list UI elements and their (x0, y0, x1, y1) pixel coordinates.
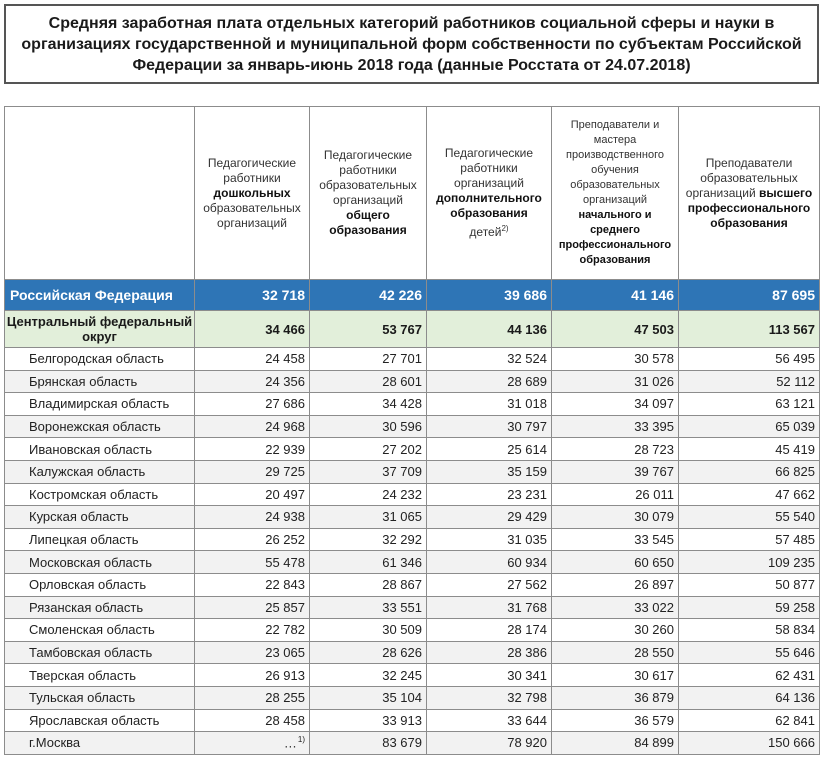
region-name: Ярославская область (5, 709, 195, 732)
region-name: г.Москва (5, 732, 195, 755)
table-cell: 33 644 (427, 709, 552, 732)
region-name: Белгородская область (5, 348, 195, 371)
table-cell: 25 857 (195, 596, 310, 619)
table-cell: 28 386 (427, 641, 552, 664)
table-cell: 41 146 (552, 280, 679, 311)
table-cell: 28 255 (195, 686, 310, 709)
region-name: Ивановская область (5, 438, 195, 461)
table-cell: 78 920 (427, 732, 552, 755)
table-cell: 22 782 (195, 619, 310, 642)
district-row (5, 311, 820, 348)
table-cell: 28 174 (427, 619, 552, 642)
table-cell: 27 701 (310, 348, 427, 371)
region-name: Московская область (5, 551, 195, 574)
region-name: Воронежская область (5, 415, 195, 438)
table-cell: 30 617 (552, 664, 679, 687)
table-cell: 30 341 (427, 664, 552, 687)
table-cell: 25 614 (427, 438, 552, 461)
table-row (5, 664, 820, 687)
table-row (5, 415, 820, 438)
table-cell: 30 797 (427, 415, 552, 438)
table-cell: 53 767 (310, 311, 427, 348)
table-cell: 66 825 (679, 460, 820, 483)
region-name: Липецкая область (5, 528, 195, 551)
table-cell: 28 458 (195, 709, 310, 732)
table-cell: 65 039 (679, 415, 820, 438)
header-region (5, 107, 195, 280)
table-cell: 84 899 (552, 732, 679, 755)
table-cell: 33 551 (310, 596, 427, 619)
table-cell: 39 686 (427, 280, 552, 311)
table-cell: 22 843 (195, 573, 310, 596)
salary-table (4, 106, 820, 755)
table-cell: 27 686 (195, 393, 310, 416)
table-row (5, 596, 820, 619)
table-cell: 23 065 (195, 641, 310, 664)
footnote-marker: 1) (297, 735, 305, 745)
district-name: Центральный федеральный округ (5, 311, 195, 348)
table-cell: 32 798 (427, 686, 552, 709)
table-cell: 22 939 (195, 438, 310, 461)
table-title: Средняя заработная плата отдельных категорий работников социальной сферы и науки в организациях государственной и муниципальной форм собственности по субъектам Российской Федерации за январь-июнь 2018 года (данные Росстата от 24.07.2018) (4, 4, 819, 84)
table-row (5, 619, 820, 642)
table-row (5, 732, 820, 755)
table-cell: 35 104 (310, 686, 427, 709)
table-cell: 55 478 (195, 551, 310, 574)
table-cell: 31 026 (552, 370, 679, 393)
table-cell: 57 485 (679, 528, 820, 551)
table-cell: 23 231 (427, 483, 552, 506)
table-cell: 34 097 (552, 393, 679, 416)
header-col-2: Педагогические работники организаций дополнительного образования детей$^{2)}$ (427, 107, 552, 280)
table-cell: 55 540 (679, 506, 820, 529)
table-cell: 58 834 (679, 619, 820, 642)
table-row (5, 641, 820, 664)
table-cell: 34 466 (195, 311, 310, 348)
region-name: Владимирская область (5, 393, 195, 416)
table-cell: 31 065 (310, 506, 427, 529)
region-name: Костромская область (5, 483, 195, 506)
table-cell: 60 934 (427, 551, 552, 574)
table-cell: 59 258 (679, 596, 820, 619)
table-cell: 113 567 (679, 311, 820, 348)
table-cell: 29 429 (427, 506, 552, 529)
table-cell: 31 768 (427, 596, 552, 619)
table-cell: 26 897 (552, 573, 679, 596)
table-cell: 33 913 (310, 709, 427, 732)
table-cell: 30 509 (310, 619, 427, 642)
table-cell: 55 646 (679, 641, 820, 664)
region-name: Курская область (5, 506, 195, 529)
table-cell: 60 650 (552, 551, 679, 574)
table-cell: 31 035 (427, 528, 552, 551)
region-name: Тульская область (5, 686, 195, 709)
table-cell: 24 356 (195, 370, 310, 393)
table-row (5, 506, 820, 529)
table-row (5, 393, 820, 416)
table-cell: 30 260 (552, 619, 679, 642)
table-cell: 27 202 (310, 438, 427, 461)
table-cell: 61 346 (310, 551, 427, 574)
table-cell: 36 579 (552, 709, 679, 732)
table-cell: 26 913 (195, 664, 310, 687)
table-cell: 62 841 (679, 709, 820, 732)
table-cell: 28 723 (552, 438, 679, 461)
table-cell: 150 666 (679, 732, 820, 755)
table-cell: 32 292 (310, 528, 427, 551)
russia-name: Российская Федерация (5, 280, 195, 311)
table-cell: 27 562 (427, 573, 552, 596)
table-cell: 30 079 (552, 506, 679, 529)
region-name: Смоленская область (5, 619, 195, 642)
table-cell: 28 550 (552, 641, 679, 664)
header-col-0: Педагогические работники дошкольных образовательных организаций (195, 107, 310, 280)
table-cell: 26 252 (195, 528, 310, 551)
table-cell: 32 524 (427, 348, 552, 371)
table-row (5, 460, 820, 483)
table-row (5, 528, 820, 551)
table-cell: 32 245 (310, 664, 427, 687)
table-cell: 32 718 (195, 280, 310, 311)
table-cell: 24 938 (195, 506, 310, 529)
region-name: Брянская область (5, 370, 195, 393)
table-cell: 47 662 (679, 483, 820, 506)
region-name: Тамбовская область (5, 641, 195, 664)
table-cell: 28 689 (427, 370, 552, 393)
table-row (5, 348, 820, 371)
table-cell: 34 428 (310, 393, 427, 416)
region-name: Тверская область (5, 664, 195, 687)
table-cell: 33 022 (552, 596, 679, 619)
table-cell: 28 601 (310, 370, 427, 393)
no-data-marker: … (283, 735, 298, 751)
table-row (5, 370, 820, 393)
table-cell: 42 226 (310, 280, 427, 311)
table-cell (195, 732, 310, 755)
table-cell: 87 695 (679, 280, 820, 311)
table-cell: 29 725 (195, 460, 310, 483)
table-cell: 24 232 (310, 483, 427, 506)
header-col-3: Преподаватели и мастера производственного обучения образовательных организаций начального и среднего профессионального образования (552, 107, 679, 280)
table-cell: 35 159 (427, 460, 552, 483)
table-cell: 24 458 (195, 348, 310, 371)
table-cell: 63 121 (679, 393, 820, 416)
table-cell: 31 018 (427, 393, 552, 416)
region-name: Рязанская область (5, 596, 195, 619)
table-cell: 50 877 (679, 573, 820, 596)
table-cell: 28 626 (310, 641, 427, 664)
table-cell: 64 136 (679, 686, 820, 709)
table-cell: 83 679 (310, 732, 427, 755)
table-row (5, 551, 820, 574)
table-cell: 30 596 (310, 415, 427, 438)
table-cell: 47 503 (552, 311, 679, 348)
header-col-1: Педагогические работники образовательных организаций общего образования (310, 107, 427, 280)
header-row (5, 107, 820, 280)
table-cell: 39 767 (552, 460, 679, 483)
table-cell: 33 395 (552, 415, 679, 438)
table-cell: 44 136 (427, 311, 552, 348)
table-row (5, 483, 820, 506)
table-cell: 45 419 (679, 438, 820, 461)
table-row (5, 438, 820, 461)
table-cell: 56 495 (679, 348, 820, 371)
table-cell: 30 578 (552, 348, 679, 371)
table-cell: 36 879 (552, 686, 679, 709)
table-cell: 20 497 (195, 483, 310, 506)
table-cell: 28 867 (310, 573, 427, 596)
region-name: Орловская область (5, 573, 195, 596)
table-cell: 52 112 (679, 370, 820, 393)
table-row (5, 686, 820, 709)
table-cell: 26 011 (552, 483, 679, 506)
region-name: Калужская область (5, 460, 195, 483)
table-cell: 33 545 (552, 528, 679, 551)
table-cell: 109 235 (679, 551, 820, 574)
table-cell: 24 968 (195, 415, 310, 438)
header-col-4: Преподаватели образовательных организаций высшего профессионального образования (679, 107, 820, 280)
table-row (5, 573, 820, 596)
table-cell: 62 431 (679, 664, 820, 687)
table-row (5, 709, 820, 732)
russia-row (5, 280, 820, 311)
table-cell: 37 709 (310, 460, 427, 483)
